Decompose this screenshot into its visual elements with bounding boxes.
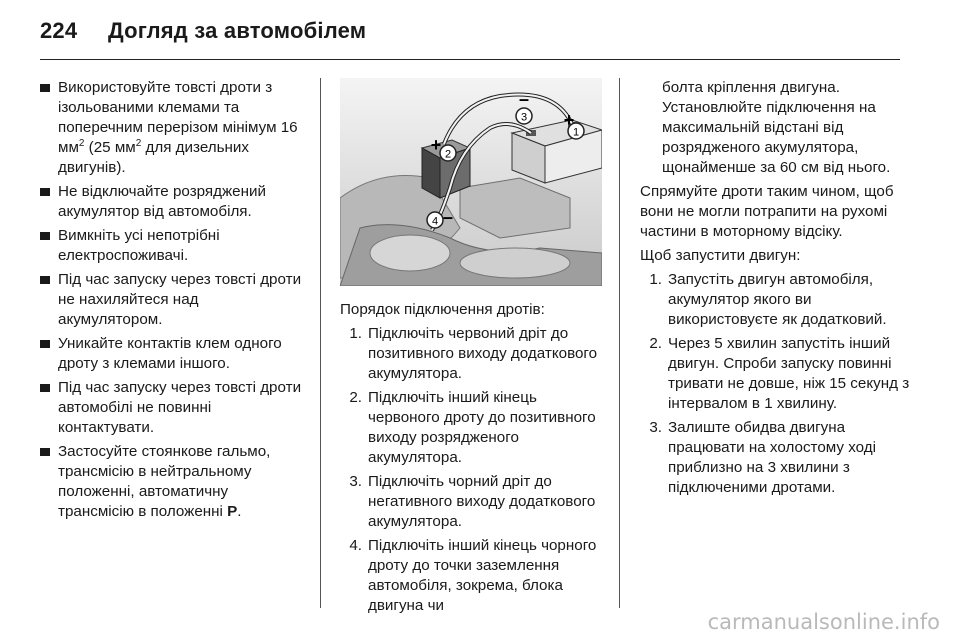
column-divider-2 — [619, 78, 620, 608]
svg-text:–: – — [518, 89, 530, 109]
bullet-square-icon — [40, 232, 50, 240]
bullet-text: Уникайте контактів клем одного дроту з клемами іншого. — [58, 335, 282, 372]
svg-text:2: 2 — [444, 148, 452, 161]
bullet-text: Під час запуску через товсті дроти автомобілі не повинні контактувати. — [58, 379, 302, 436]
column-divider-1 — [320, 78, 321, 608]
svg-text:–: – — [442, 207, 454, 227]
connection-order-intro: Порядок підключення дротів: — [340, 301, 545, 318]
routing-paragraph: Спрямуйте дроти таким чином, щоб вони не могли потрапити на рухомі частини в моторному відсіку. — [640, 183, 894, 240]
bullet-item — [40, 270, 302, 330]
list-item: 1. Підключіть червоний дріт до позитивного виходу додаткового акумулятора. — [349, 325, 598, 382]
watermark: carmanualsonline.info — [707, 610, 940, 634]
column-3 — [640, 78, 912, 502]
bullet-item — [40, 378, 302, 438]
bullet-square-icon — [40, 188, 50, 196]
svg-text:+: + — [563, 110, 575, 130]
bullet-text: Використовуйте товсті дроти з ізольованими клемами та поперечним перерізом мінімум 16 $мм^2$ (25 $мм^2$ для дизельних двигунів). — [58, 79, 298, 176]
svg-text:3: 3 — [520, 111, 528, 124]
list-item: 1. Запустіть двигун автомобіля, акумулятор якого ви використовуєте як додатковий. — [649, 271, 887, 328]
bullet-text: Під час запуску через товсті дроти не нахиляйтеся над акумулятором. — [58, 271, 302, 328]
page-title: Догляд за автомобілем — [108, 18, 367, 43]
start-intro: Щоб запустити двигун: — [640, 247, 801, 264]
header-rule — [40, 59, 900, 60]
bullet-item — [40, 442, 302, 522]
bullet-item — [40, 78, 302, 178]
continued-text: болта кріплення двигуна. Установлюйте підключення на максимальній відстані від розрядженого акумулятора, щонайменше за 60 см від нього. — [662, 79, 891, 176]
bullet-item — [40, 226, 302, 266]
svg-text:4: 4 — [431, 215, 439, 228]
bullet-square-icon — [40, 84, 50, 92]
svg-text:1: 1 — [572, 126, 580, 139]
bullet-text: Застосуйте стоянкове гальмо, трансмісію в нейтральному положенні, автоматичну трансмісію в положенні P. — [58, 443, 271, 520]
column-2 — [340, 300, 608, 620]
page-header — [40, 18, 366, 44]
bullet-item — [40, 182, 302, 222]
list-item: 4. Підключіть інший кінець чорного дроту до точки заземлення автомобіля, зокрема, блока двигуна чи — [349, 537, 597, 614]
list-item: 3. Залиште обидва двигуна працювати на холостому ході приблизно на 3 хвилини з підключеними дротами. — [649, 419, 876, 496]
page-number: 224 — [40, 18, 78, 43]
column-1 — [40, 78, 302, 526]
bullet-square-icon — [40, 340, 50, 348]
list-item: 2. Підключіть інший кінець червоного дроту до позитивного виходу розрядженого акумулятора. — [349, 389, 596, 466]
bullet-text: Вимкніть усі непотрібні електроспоживачі. — [58, 227, 220, 264]
list-item: 2. Через 5 хвилин запустіть інший двигун. Спроби запуску повинні тривати не довше, ніж 15 секунд з інтервалом в 1 хвилину. — [649, 335, 910, 412]
bullet-square-icon — [40, 448, 50, 456]
jump-start-illustration — [340, 78, 602, 286]
svg-text:+: + — [430, 135, 442, 155]
bullet-square-icon — [40, 384, 50, 392]
jump-start-diagram — [340, 78, 602, 286]
bullet-square-icon — [40, 276, 50, 284]
list-item: 3. Підключіть чорний дріт до негативного виходу додаткового акумулятора. — [349, 473, 596, 530]
bullet-item — [40, 334, 302, 374]
bullet-text: Не відключайте розряджений акумулятор від автомобіля. — [58, 183, 266, 220]
